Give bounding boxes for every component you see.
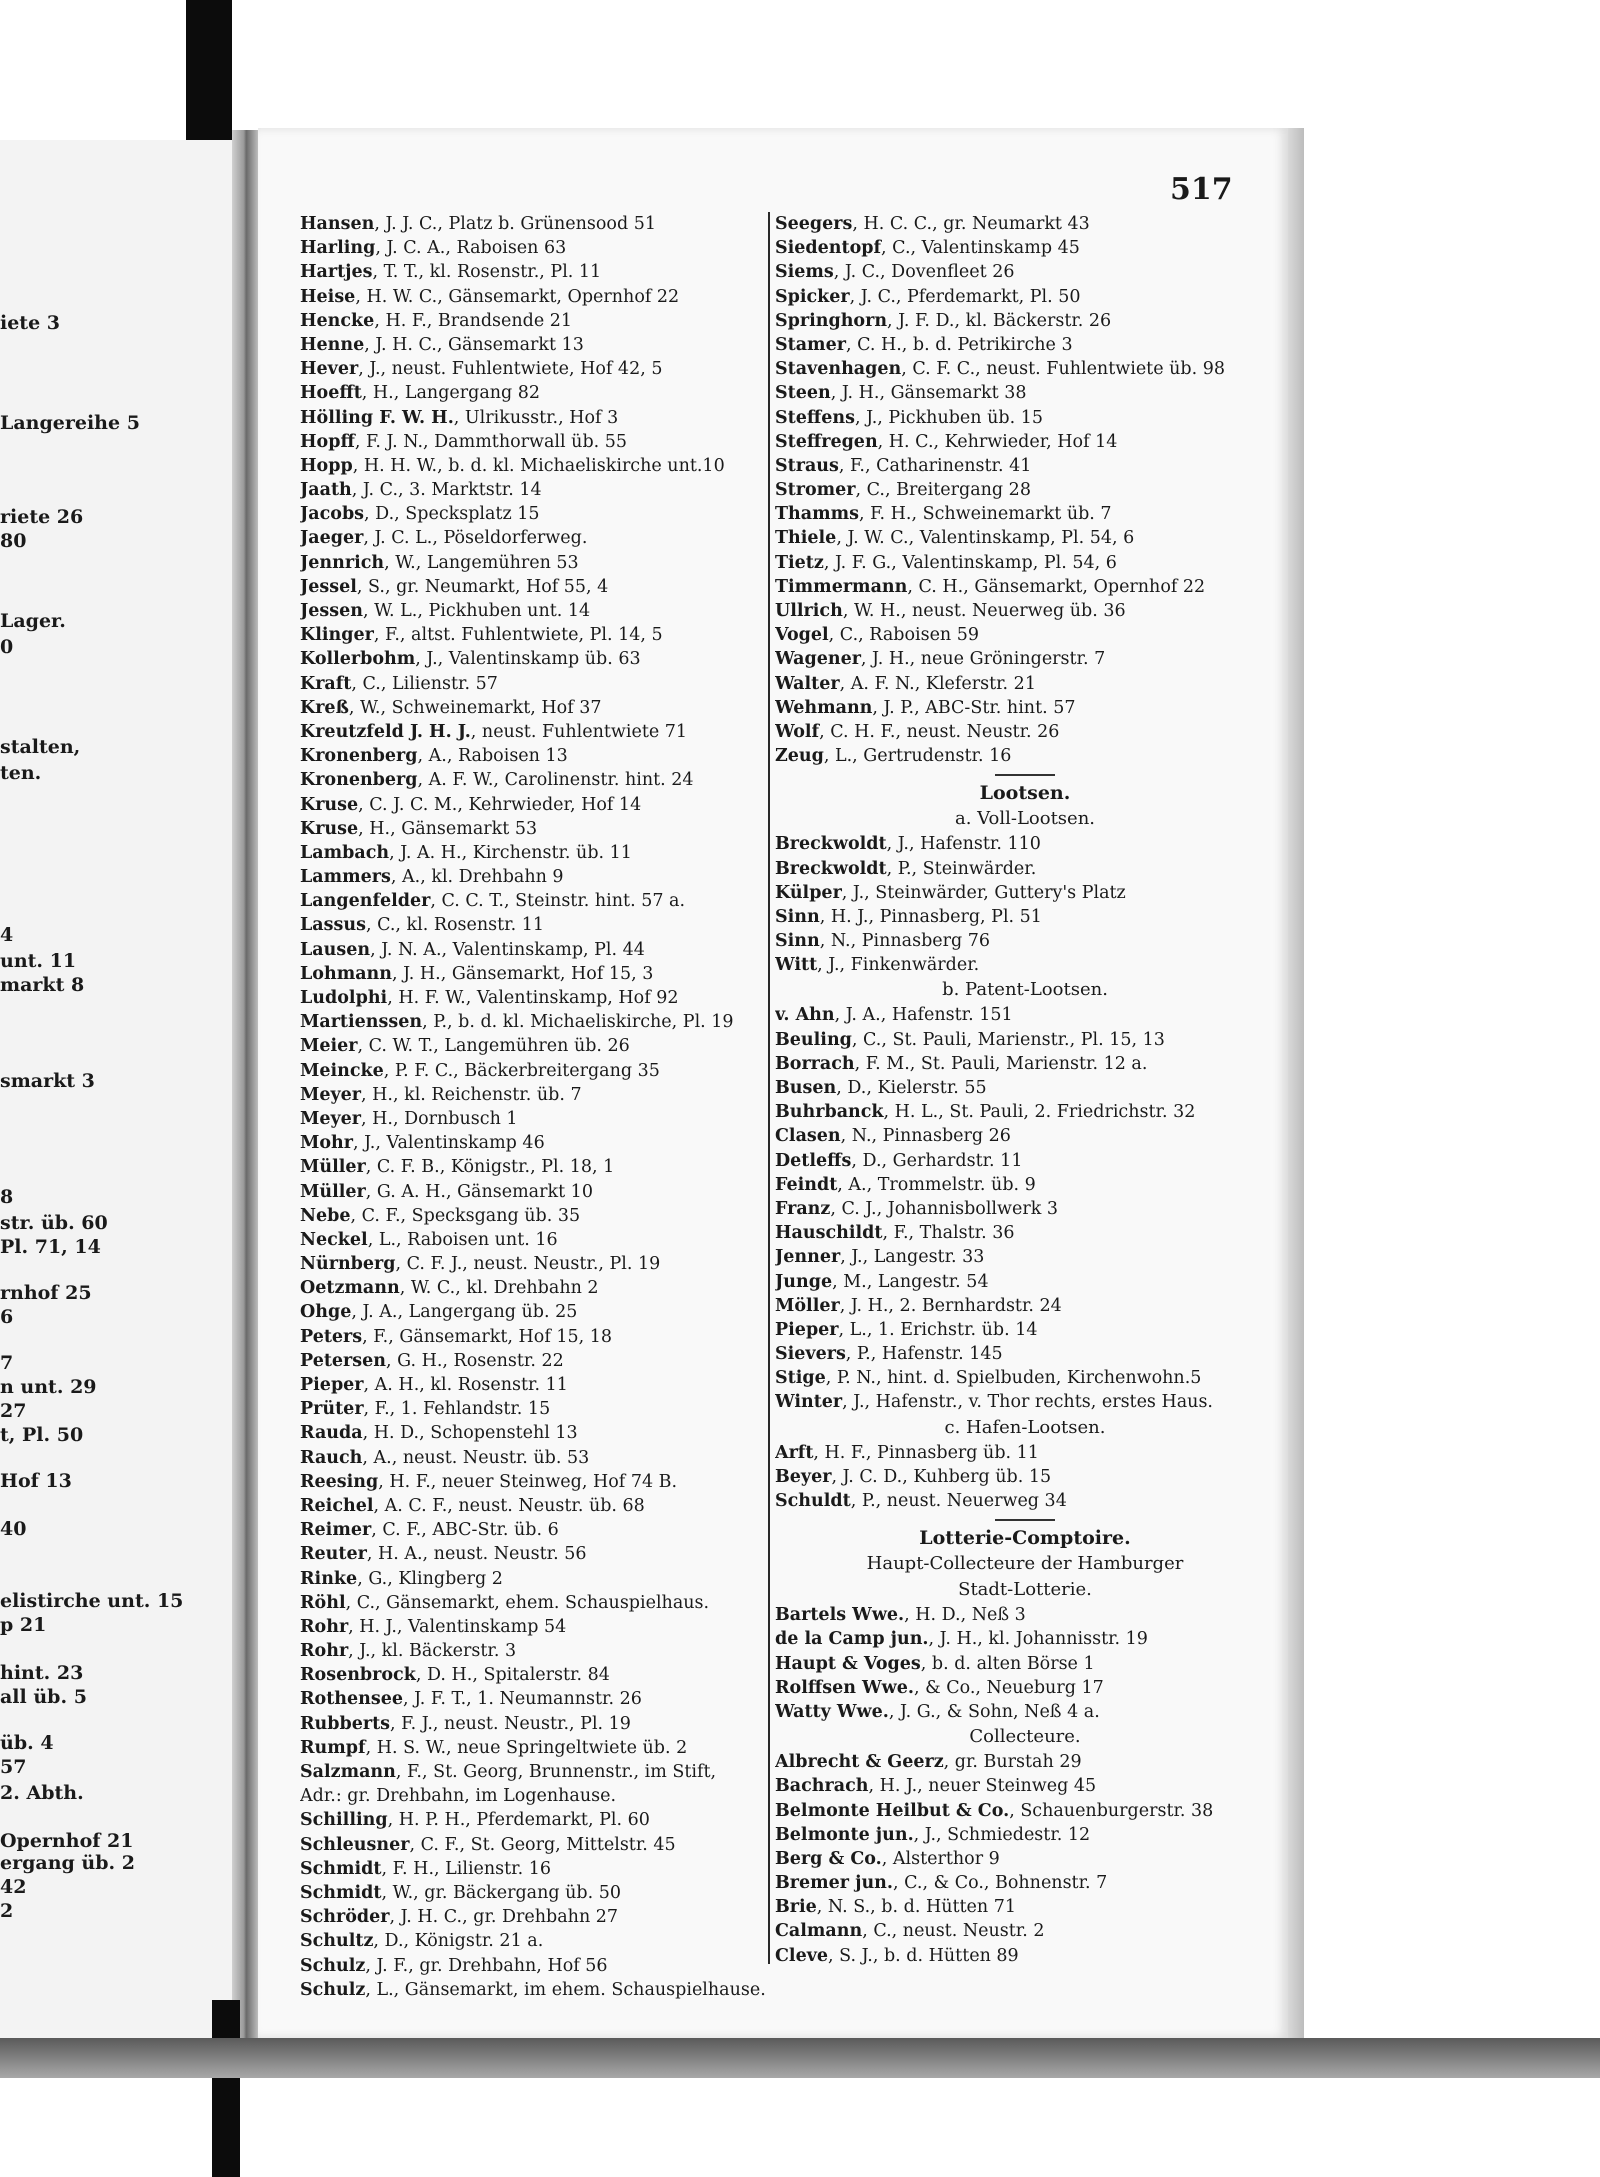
- directory-entry: Schmidt, W., gr. Bäckergang üb. 50: [300, 1882, 621, 1903]
- directory-entry: Rosenbrock, D. H., Spitalerstr. 84: [300, 1665, 610, 1686]
- directory-entry: Lassus, C., kl. Rosenstr. 11: [300, 915, 545, 936]
- right-directory-column: [775, 212, 1275, 1968]
- directory-entry: Rolffsen Wwe., & Co., Neueburg 17: [775, 1677, 1104, 1698]
- directory-entry: Jacobs, D., Specksplatz 15: [300, 504, 540, 525]
- directory-entry: Steffens, J., Pickhuben üb. 15: [775, 407, 1043, 428]
- facing-page-text-fragment: hint. 23: [0, 1662, 84, 1684]
- directory-entry: Langenfelder, C. C. T., Steinstr. hint. 57 a.: [300, 891, 686, 912]
- directory-entry: Meincke, P. F. C., Bäckerbreitergang 35: [300, 1060, 660, 1081]
- facing-page-text-fragment: iete 3: [0, 312, 61, 334]
- directory-entry: Feindt, A., Trommelstr. üb. 9: [775, 1174, 1036, 1195]
- directory-entry: Beyer, J. C. D., Kuhberg üb. 15: [775, 1466, 1052, 1487]
- directory-entry: Busen, D., Kielerstr. 55: [775, 1078, 987, 1098]
- directory-entry: Steffregen, H. C., Kehrwieder, Hof 14: [775, 431, 1118, 452]
- directory-entry: Rohr, H. J., Valentinskamp 54: [300, 1616, 567, 1637]
- directory-entry: Seegers, H. C. C., gr. Neumarkt 43: [775, 214, 1090, 234]
- directory-entry: Albrecht & Geerz, gr. Burstah 29: [775, 1752, 1082, 1773]
- facing-page-text-fragment: elistirche unt. 15: [0, 1590, 184, 1612]
- directory-entry: Hever, J., neust. Fuhlentwiete, Hof 42, 5: [300, 359, 663, 380]
- directory-entry: Sinn, H. J., Pinnasberg, Pl. 51: [775, 906, 1042, 927]
- directory-entry: Spicker, J. C., Pferdemarkt, Pl. 50: [775, 286, 1081, 307]
- directory-entry: Schulz, J. F., gr. Drehbahn, Hof 56: [300, 1955, 608, 1976]
- directory-entry: Ullrich, W. H., neust. Neuerweg üb. 36: [775, 601, 1126, 621]
- directory-entry: Vogel, C., Raboisen 59: [775, 625, 980, 646]
- directory-entry: Lambach, J. A. H., Kirchenstr. üb. 11: [300, 842, 632, 863]
- directory-entry: Brie, N. S., b. d. Hütten 71: [775, 1897, 1017, 1918]
- directory-entry: Neckel, L., Raboisen unt. 16: [300, 1229, 558, 1250]
- directory-entry: Schuldt, P., neust. Neuerweg 34: [775, 1491, 1067, 1511]
- facing-page-text-fragment: Lager.: [0, 610, 66, 632]
- directory-entry: Franz, C. J., Johannisbollwerk 3: [775, 1198, 1059, 1219]
- facing-page-text-fragment: rnhof 25: [0, 1282, 92, 1304]
- directory-entry: Stavenhagen, C. F. C., neust. Fuhlentwiete üb. 98: [775, 359, 1225, 380]
- directory-entry: Wagener, J. H., neue Gröningerstr. 7: [775, 649, 1106, 670]
- directory-entry: Jenner, J., Langestr. 33: [775, 1247, 985, 1268]
- facing-page-text-fragment: str. üb. 60: [0, 1212, 108, 1234]
- binding-tab-bottom: [212, 2000, 240, 2177]
- directory-entry: Möller, J. H., 2. Bernhardstr. 24: [775, 1295, 1062, 1316]
- directory-entry: Arft, H. F., Pinnasberg üb. 11: [775, 1442, 1039, 1463]
- directory-entry: Meyer, H., kl. Reichenstr. üb. 7: [300, 1084, 582, 1105]
- directory-entry: Belmonte jun., J., Schmiedestr. 12: [775, 1824, 1091, 1845]
- scan-bottom-shadow: [0, 2038, 1600, 2078]
- directory-entry: Belmonte Heilbut & Co., Schauenburgerstr. 38: [775, 1800, 1214, 1821]
- directory-entry: Cleve, S. J., b. d. Hütten 89: [775, 1945, 1019, 1966]
- directory-entry: Hencke, H. F., Brandsende 21: [300, 310, 573, 331]
- directory-entry: Reichel, A. C. F., neust. Neustr. üb. 68: [300, 1495, 645, 1516]
- facing-page-text-fragment: 0: [0, 636, 14, 658]
- haupt-collecteure-heading: Haupt-Collecteure der Hamburger: [866, 1553, 1184, 1575]
- directory-entry: Lausen, J. N. A., Valentinskamp, Pl. 44: [300, 939, 645, 960]
- facing-page-text-fragment: 4: [0, 924, 14, 946]
- directory-entry: Müller, C. F. B., Königstr., Pl. 18, 1: [300, 1157, 615, 1178]
- directory-entry: Nürnberg, C. F. J., neust. Neustr., Pl. 19: [300, 1254, 661, 1275]
- voll-lootsen-list: [775, 832, 1275, 977]
- facing-page-text-fragment: 7: [0, 1352, 14, 1374]
- directory-entry: Sinn, N., Pinnasberg 76: [775, 931, 991, 952]
- directory-entry: Wehmann, J. P., ABC-Str. hint. 57: [775, 697, 1076, 718]
- directory-entry: Rubberts, F. J., neust. Neustr., Pl. 19: [300, 1713, 631, 1734]
- directory-entry: Hölling F. W. H., Ulrikusstr., Hof 3: [300, 407, 619, 428]
- directory-entry: Prüter, F., 1. Fehlandstr. 15: [300, 1399, 551, 1420]
- directory-entry: Rinke, G., Klingberg 2: [300, 1568, 503, 1589]
- lootsen-heading: Lootsen.: [979, 782, 1071, 805]
- collecteure-heading: Collecteure.: [969, 1726, 1081, 1748]
- haupt-collecteure-list: [775, 1603, 1275, 1724]
- directory-entry: Müller, G. A. H., Gänsemarkt 10: [300, 1181, 593, 1202]
- directory-entry: Jessen, W. L., Pickhuben unt. 14: [300, 601, 591, 621]
- page-edge: [1288, 128, 1304, 2038]
- book-gutter: [232, 130, 258, 2050]
- directory-entry: Reimer, C. F., ABC-Str. üb. 6: [300, 1520, 559, 1541]
- directory-entry: Meier, C. W. T., Langemühren üb. 26: [300, 1036, 630, 1057]
- directory-entry: Pieper, A. H., kl. Rosenstr. 11: [300, 1375, 568, 1395]
- directory-entry: Breckwoldt, P., Steinwärder.: [775, 858, 1037, 879]
- directory-entry: Rothensee, J. F. T., 1. Neumannstr. 26: [300, 1689, 642, 1710]
- directory-entry: Stamer, C. H., b. d. Petrikirche 3: [775, 334, 1073, 355]
- directory-entry: Hansen, J. J. C., Platz b. Grünensood 51: [300, 214, 657, 234]
- directory-entry: Martienssen, P., b. d. kl. Michaeliskirche, Pl. 19: [300, 1012, 734, 1033]
- facing-page-text-fragment: 42: [0, 1876, 27, 1898]
- directory-entry: Siedentopf, C., Valentinskamp 45: [775, 238, 1080, 259]
- patent-lootsen-list: [775, 1003, 1275, 1414]
- directory-entry: Peters, F., Gänsemarkt, Hof 15, 18: [300, 1326, 613, 1347]
- directory-entry: Külper, J., Steinwärder, Guttery's Platz: [775, 882, 1126, 903]
- directory-entry: Adr.: gr. Drehbahn, im Logenhause.: [300, 1786, 617, 1807]
- directory-entry: Hoefft, H., Langergang 82: [300, 383, 541, 404]
- directory-entry: Bremer jun., C., & Co., Bohnenstr. 7: [775, 1873, 1108, 1894]
- facing-page-text-fragment: 6: [0, 1306, 14, 1328]
- facing-page-text-fragment: üb. 4: [0, 1732, 54, 1754]
- directory-entry: Oetzmann, W. C., kl. Drehbahn 2: [300, 1278, 599, 1299]
- directory-entry: Schleusner, C. F., St. Georg, Mittelstr. 45: [300, 1834, 676, 1855]
- directory-entry: Kruse, H., Gänsemarkt 53: [300, 818, 538, 839]
- directory-entry: Calmann, C., neust. Neustr. 2: [775, 1921, 1045, 1942]
- directory-entry: Jaath, J. C., 3. Marktstr. 14: [300, 480, 542, 501]
- directory-entry: Reuter, H. A., neust. Neustr. 56: [300, 1544, 587, 1565]
- page-number: 517: [1170, 172, 1233, 207]
- lotterie-heading: Lotterie-Comptoire.: [919, 1527, 1131, 1550]
- directory-entry: Rauch, A., neust. Neustr. üb. 53: [300, 1447, 590, 1468]
- patent-lootsen-heading: b. Patent-Lootsen.: [942, 979, 1108, 1001]
- directory-entry: Rumpf, H. S. W., neue Springeltwiete üb. 2: [300, 1737, 688, 1758]
- directory-entry: Hartjes, T. T., kl. Rosenstr., Pl. 11: [300, 262, 602, 283]
- section-divider: [995, 774, 1055, 776]
- directory-entry: Buhrbanck, H. L., St. Pauli, 2. Friedrichstr. 32: [775, 1102, 1196, 1123]
- directory-entry: Kronenberg, A. F. W., Carolinenstr. hint. 24: [300, 770, 694, 791]
- directory-entry: Jaeger, J. C. L., Pöseldorferweg.: [300, 528, 588, 549]
- hafen-lootsen-list: [775, 1441, 1275, 1514]
- directory-entry: Lammers, A., kl. Drehbahn 9: [300, 867, 564, 888]
- directory-entry: Heise, H. W. C., Gänsemarkt, Opernhof 22: [300, 286, 680, 307]
- directory-entry: Kruse, C. J. C. M., Kehrwieder, Hof 14: [300, 794, 642, 815]
- directory-entry: Walter, A. F. N., Kleferstr. 21: [775, 673, 1036, 694]
- directory-entry: de la Camp jun., J. H., kl. Johannisstr. 19: [775, 1629, 1148, 1650]
- directory-entry: Ludolphi, H. F. W., Valentinskamp, Hof 92: [300, 988, 679, 1008]
- facing-page-text-fragment: p 21: [0, 1614, 47, 1636]
- facing-page-text-fragment: n unt. 29: [0, 1376, 97, 1398]
- directory-entry: Kreutzfeld J. H. J., neust. Fuhlentwiete 71: [300, 721, 688, 742]
- directory-entry: Steen, J. H., Gänsemarkt 38: [775, 383, 1027, 404]
- directory-entry: Lohmann, J. H., Gänsemarkt, Hof 15, 3: [300, 963, 654, 984]
- directory-entry: Thiele, J. W. C., Valentinskamp, Pl. 54, 6: [775, 528, 1135, 549]
- directory-entry: Henne, J. H. C., Gänsemarkt 13: [300, 334, 584, 355]
- directory-entry: Stige, P. N., hint. d. Spielbuden, Kirchenwohn.5: [775, 1368, 1202, 1389]
- facing-page-text-fragment: 2. Abth.: [0, 1782, 84, 1804]
- directory-entry: Zeug, L., Gertrudenstr. 16: [775, 746, 1012, 767]
- directory-entry: Schilling, H. P. H., Pferdemarkt, Pl. 60: [300, 1810, 650, 1831]
- directory-entry: Springhorn, J. F. D., kl. Bäckerstr. 26: [775, 310, 1112, 331]
- directory-entry: Röhl, C., Gänsemarkt, ehem. Schauspielhaus.: [300, 1592, 710, 1613]
- hafen-lootsen-heading: c. Hafen-Lootsen.: [944, 1416, 1106, 1438]
- directory-entry: Petersen, G. H., Rosenstr. 22: [300, 1350, 564, 1371]
- directory-entry: Rohr, J., kl. Bäckerstr. 3: [300, 1641, 517, 1662]
- directory-entry: Jennrich, W., Langemühren 53: [300, 552, 579, 573]
- directory-entry: Berg & Co., Alsterthor 9: [775, 1848, 1000, 1869]
- directory-entry: Schulz, L., Gänsemarkt, im ehem. Schauspielhause.: [300, 1979, 766, 2000]
- directory-entry: Jessel, S., gr. Neumarkt, Hof 55, 4: [300, 576, 609, 597]
- facing-page-text-fragment: t, Pl. 50: [0, 1424, 84, 1446]
- directory-entry: Borrach, F. M., St. Pauli, Marienstr. 12 a.: [775, 1053, 1148, 1074]
- directory-entry: Timmermann, C. H., Gänsemarkt, Opernhof 22: [775, 576, 1206, 597]
- directory-entry: Kollerbohm, J., Valentinskamp üb. 63: [300, 649, 641, 670]
- directory-entry: v. Ahn, J. A., Hafenstr. 151: [775, 1005, 1013, 1026]
- directory-entry: Rauda, H. D., Schopenstehl 13: [300, 1423, 578, 1444]
- directory-entry: Witt, J., Finkenwärder.: [775, 955, 980, 976]
- entries-s-to-z: [775, 212, 1275, 768]
- section-divider: [995, 1519, 1055, 1521]
- facing-page-text-fragment: ten.: [0, 762, 42, 784]
- facing-page-text-fragment: stalten,: [0, 736, 81, 758]
- directory-entry: Pieper, L., 1. Erichstr. üb. 14: [775, 1319, 1038, 1340]
- directory-entry: Hauschildt, F., Thalstr. 36: [775, 1223, 1015, 1244]
- facing-page-text-fragment: Opernhof 21: [0, 1830, 134, 1852]
- directory-entry: Klinger, F., altst. Fuhlentwiete, Pl. 14, 5: [300, 625, 663, 646]
- directory-entry: Clasen, N., Pinnasberg 26: [775, 1126, 1011, 1147]
- facing-page-text-fragment: ergang üb. 2: [0, 1852, 135, 1874]
- directory-entry: Schultz, D., Königstr. 21 a.: [300, 1931, 544, 1952]
- voll-lootsen-heading: a. Voll-Lootsen.: [954, 808, 1096, 830]
- directory-entry: Stromer, C., Breitergang 28: [775, 480, 1031, 501]
- directory-entry: Watty Wwe., J. G., & Sohn, Neß 4 a.: [775, 1701, 1100, 1722]
- directory-entry: Schröder, J. H. C., gr. Drehbahn 27: [300, 1907, 619, 1928]
- facing-page-text-fragment: 80: [0, 530, 27, 552]
- facing-page-text-fragment: Pl. 71, 14: [0, 1236, 101, 1258]
- facing-page-text-fragment: riete 26: [0, 506, 84, 528]
- directory-entry: Ohge, J. A., Langergang üb. 25: [300, 1302, 578, 1323]
- directory-entry: Kreß, W., Schweinemarkt, Hof 37: [300, 697, 602, 718]
- directory-entry: Breckwoldt, J., Hafenstr. 110: [775, 834, 1041, 855]
- facing-page-text-fragment: 2: [0, 1900, 14, 1922]
- directory-entry: Junge, M., Langestr. 54: [775, 1271, 989, 1292]
- directory-entry: Detleffs, D., Gerhardstr. 11: [775, 1150, 1023, 1171]
- facing-page-text-fragment: Langereihe 5: [0, 412, 140, 434]
- directory-entry: Nebe, C. F., Specksgang üb. 35: [300, 1205, 581, 1226]
- directory-entry: Meyer, H., Dornbusch 1: [300, 1108, 518, 1129]
- directory-entry: Tietz, J. F. G., Valentinskamp, Pl. 54, 6: [775, 552, 1117, 573]
- facing-page-text-fragment: 57: [0, 1756, 27, 1778]
- directory-entry: Haupt & Voges, b. d. alten Börse 1: [775, 1653, 1095, 1674]
- directory-entry: Harling, J. C. A., Raboisen 63: [300, 238, 567, 259]
- facing-page-fragment: [0, 140, 232, 2040]
- directory-entry: Straus, F., Catharinenstr. 41: [775, 455, 1032, 476]
- directory-entry: Bachrach, H. J., neuer Steinweg 45: [775, 1776, 1097, 1797]
- facing-page-text-fragment: unt. 11: [0, 950, 77, 972]
- directory-entry: Thamms, F. H., Schweinemarkt üb. 7: [775, 504, 1112, 525]
- facing-page-text-fragment: all üb. 5: [0, 1686, 87, 1708]
- binding-tab-top: [186, 0, 232, 140]
- facing-page-text-fragment: smarkt 3: [0, 1070, 95, 1092]
- directory-entry: Kronenberg, A., Raboisen 13: [300, 746, 568, 767]
- directory-entry: Hopff, F. J. N., Dammthorwall üb. 55: [300, 431, 628, 452]
- facing-page-text-fragment: markt 8: [0, 974, 85, 996]
- facing-page-text-fragment: Hof 13: [0, 1470, 72, 1492]
- left-directory-column: [300, 212, 770, 2002]
- directory-entry: Siems, J. C., Dovenfleet 26: [775, 262, 1015, 283]
- directory-entry: Reesing, H. F., neuer Steinweg, Hof 74 B.: [300, 1471, 678, 1492]
- facing-page-text-fragment: 40: [0, 1518, 27, 1540]
- collecteure-list: [775, 1750, 1275, 1968]
- directory-entry: Kraft, C., Lilienstr. 57: [300, 673, 498, 694]
- directory-entry: Bartels Wwe., H. D., Neß 3: [775, 1605, 1026, 1626]
- facing-page-text-fragment: 27: [0, 1400, 27, 1422]
- directory-entry: Wolf, C. H. F., neust. Neustr. 26: [775, 721, 1060, 742]
- directory-entry: Salzmann, F., St. Georg, Brunnenstr., im Stift,: [300, 1762, 717, 1782]
- directory-entry: Beuling, C., St. Pauli, Marienstr., Pl. 15, 13: [775, 1029, 1165, 1050]
- stadt-lotterie-heading: Stadt-Lotterie.: [958, 1579, 1092, 1601]
- directory-entry: Hopp, H. H. W., b. d. kl. Michaeliskirche unt.10: [300, 455, 725, 476]
- facing-page-text-fragment: 8: [0, 1186, 14, 1208]
- directory-entry: Mohr, J., Valentinskamp 46: [300, 1133, 545, 1154]
- directory-entry: Schmidt, F. H., Lilienstr. 16: [300, 1858, 552, 1879]
- directory-entry: Winter, J., Hafenstr., v. Thor rechts, erstes Haus.: [775, 1392, 1213, 1413]
- directory-entry: Sievers, P., Hafenstr. 145: [775, 1344, 1003, 1365]
